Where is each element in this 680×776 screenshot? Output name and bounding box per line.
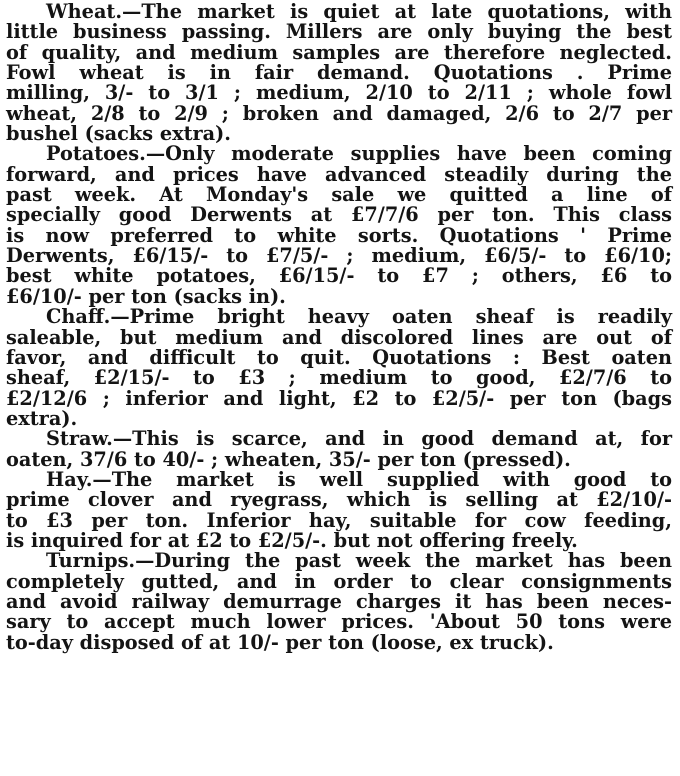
text-line: oaten, 37/6 to 40/- ; wheaten, 35/- per ton (pressed). (6, 447, 571, 471)
text-line: sary to accept much lower prices. 'About 50 tons were (6, 610, 672, 634)
text-line: Potatoes.—Only moderate supplies have been coming (46, 142, 672, 166)
text-line: to £3 per ton. Inferior hay, suitable for cow feeding, (6, 508, 672, 532)
text-line: is inquired for at £2 to £2/5/-. but not offering freely. (6, 528, 578, 552)
text-line: best white potatoes, £6/15/- to £7 ; others, £6 to (6, 264, 672, 288)
text-line: little business passing. Millers are only buying the best (6, 20, 672, 44)
text-line: Chaff.—Prime bright heavy oaten sheaf is readily (46, 305, 672, 329)
text-line: sheaf, £2/15/- to £3 ; medium to good, £2/7/6 to (6, 366, 672, 390)
text-line: specially good Derwents at £7/7/6 per ton. This class (6, 203, 672, 227)
text-line: prime clover and ryegrass, which is selling at £2/10/- (6, 488, 672, 512)
text-line: to-day disposed of at 10/- per ton (loose, ex truck). (6, 630, 554, 654)
text-line: forward, and prices have advanced steadily during the (6, 162, 672, 186)
text-line: saleable, but medium and discolored lines are out of (6, 325, 672, 349)
text-line: and avoid railway demurrage charges it has been neces- (6, 589, 672, 613)
paragraph-turnips (6, 551, 672, 653)
text-line: Derwents, £6/15/- to £7/5/- ; medium, £6/5/- to £6/10; (6, 244, 672, 268)
text-line: Fowl wheat is in fair demand. Quotations . Prime (6, 61, 672, 85)
text-line: wheat, 2/8 to 2/9 ; broken and damaged, 2/6 to 2/7 per (6, 101, 672, 125)
text-line: bushel (sacks extra). (6, 122, 231, 146)
text-line: is now preferred to white sorts. Quotations ' Prime (6, 223, 672, 247)
paragraph-chaff (6, 307, 672, 429)
text-line: Turnips.—During the past week the market has been (46, 549, 672, 573)
text-line: completely gutted, and in order to clear consignments (6, 569, 672, 593)
text-line: £6/10/- per ton (sacks in). (6, 284, 286, 308)
paragraph-hay (6, 467, 672, 552)
text-line: extra). (6, 406, 78, 430)
text-line: of quality, and medium samples are therefore neglected. (6, 40, 672, 64)
text-line: past week. At Monday's sale we quitted a line of (6, 183, 672, 207)
text-line: £2/12/6 ; inferior and light, £2 to £2/5/- per ton (bags (6, 386, 672, 410)
text-line: Wheat.—The market is quiet at late quotations, with (46, 0, 672, 23)
paragraph-potatoes (6, 144, 672, 307)
paragraph-wheat (6, 2, 672, 144)
text-line: Hay.—The market is well supplied with good to (46, 467, 672, 491)
text-line: favor, and difficult to quit. Quotations : Best oaten (6, 345, 672, 369)
text-line: milling, 3/- to 3/1 ; medium, 2/10 to 2/11 ; whole fowl (6, 81, 672, 105)
text-line: Straw.—This is scarce, and in good demand at, for (46, 427, 672, 451)
paragraph-straw (6, 429, 672, 470)
market-report-column (6, 2, 672, 653)
